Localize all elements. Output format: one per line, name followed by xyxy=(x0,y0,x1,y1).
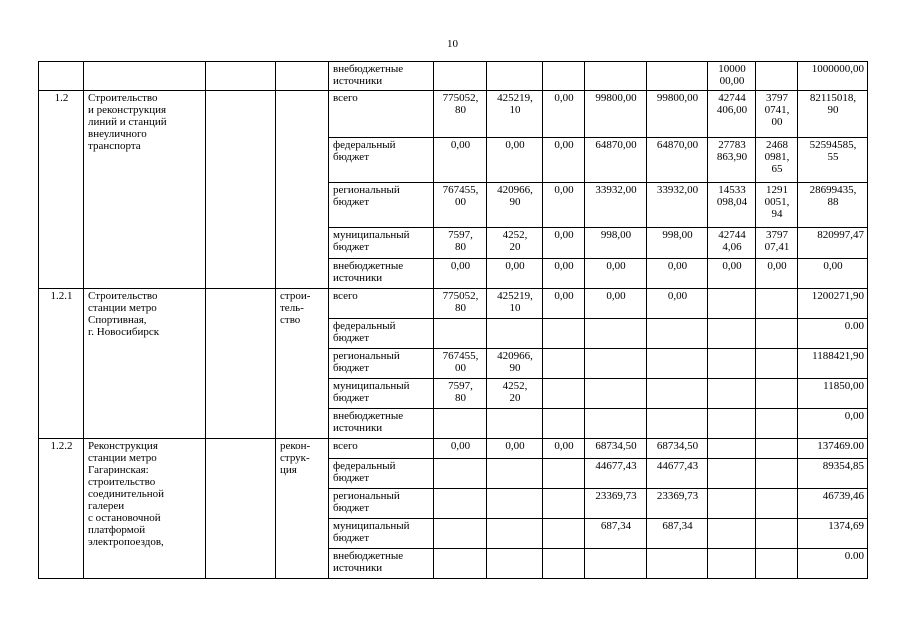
cell-p7 xyxy=(756,319,798,349)
cell-type: строи- тель- ство xyxy=(276,289,329,439)
budget-table xyxy=(38,61,868,579)
cell-p3: 0,00 xyxy=(543,183,585,228)
cell-p1 xyxy=(434,489,487,519)
cell-p5: 0,00 xyxy=(647,289,708,319)
cell-p3 xyxy=(543,549,585,579)
table-row xyxy=(39,439,868,459)
cell-p3: 0,00 xyxy=(543,138,585,183)
cell-p6 xyxy=(708,459,756,489)
cell-p5: 64870,00 xyxy=(647,138,708,183)
cell-total: 0.00 xyxy=(798,319,868,349)
cell-p6: 0,00 xyxy=(708,259,756,289)
cell-source: муниципальный бюджет xyxy=(329,379,434,409)
cell-p3 xyxy=(543,409,585,439)
cell-p6 xyxy=(708,549,756,579)
cell-source: всего xyxy=(329,91,434,138)
cell-name: Реконструкция станции метро Гагаринская: строительство соединительной галереи с остановочной платформой электропоездов, xyxy=(84,439,206,579)
cell-p1: 0,00 xyxy=(434,138,487,183)
cell-p3 xyxy=(543,349,585,379)
cell-p1: 767455, 00 xyxy=(434,183,487,228)
cell-p2: 0,00 xyxy=(487,259,543,289)
cell-p5 xyxy=(647,349,708,379)
cell-blank xyxy=(206,91,276,289)
cell-p4: 99800,00 xyxy=(585,91,647,138)
cell-p7 xyxy=(756,519,798,549)
cell-p5 xyxy=(647,379,708,409)
cell-p3 xyxy=(543,62,585,91)
cell-p7 xyxy=(756,459,798,489)
page-number: 10 xyxy=(447,38,458,50)
cell-p6 xyxy=(708,519,756,549)
cell-p1: 7597, 80 xyxy=(434,228,487,259)
cell-p2 xyxy=(487,62,543,91)
cell-p5: 0,00 xyxy=(647,259,708,289)
cell-source: региональный бюджет xyxy=(329,349,434,379)
cell-total: 28699435, 88 xyxy=(798,183,868,228)
cell-type xyxy=(276,62,329,91)
cell-p4 xyxy=(585,319,647,349)
cell-p1 xyxy=(434,409,487,439)
cell-p2 xyxy=(487,409,543,439)
cell-p6 xyxy=(708,439,756,459)
cell-p4: 33932,00 xyxy=(585,183,647,228)
cell-source: федеральный бюджет xyxy=(329,138,434,183)
cell-source: внебюджетные источники xyxy=(329,62,434,91)
cell-p4 xyxy=(585,409,647,439)
cell-total: 89354,85 xyxy=(798,459,868,489)
cell-p4: 68734,50 xyxy=(585,439,647,459)
cell-source: муниципальный бюджет xyxy=(329,519,434,549)
cell-p1 xyxy=(434,519,487,549)
cell-p7 xyxy=(756,349,798,379)
cell-p3 xyxy=(543,459,585,489)
cell-source: региональный бюджет xyxy=(329,183,434,228)
cell-total: 82115018, 90 xyxy=(798,91,868,138)
cell-total: 1374,69 xyxy=(798,519,868,549)
cell-p7: 1291 0051, 94 xyxy=(756,183,798,228)
cell-p4 xyxy=(585,379,647,409)
cell-p5: 998,00 xyxy=(647,228,708,259)
cell-p6: 42744 4,06 xyxy=(708,228,756,259)
cell-p1 xyxy=(434,62,487,91)
cell-p3: 0,00 xyxy=(543,259,585,289)
cell-p1: 7597, 80 xyxy=(434,379,487,409)
cell-p5: 23369,73 xyxy=(647,489,708,519)
cell-name xyxy=(84,62,206,91)
cell-p7 xyxy=(756,489,798,519)
cell-p7 xyxy=(756,439,798,459)
cell-p4: 64870,00 xyxy=(585,138,647,183)
cell-blank xyxy=(206,439,276,579)
cell-p2: 420966, 90 xyxy=(487,349,543,379)
cell-p5: 687,34 xyxy=(647,519,708,549)
cell-p5: 68734,50 xyxy=(647,439,708,459)
cell-source: федеральный бюджет xyxy=(329,459,434,489)
cell-p5 xyxy=(647,409,708,439)
cell-p7: 2468 0981, 65 xyxy=(756,138,798,183)
cell-p5: 99800,00 xyxy=(647,91,708,138)
cell-p6 xyxy=(708,289,756,319)
cell-type xyxy=(276,91,329,289)
cell-p6: 14533 098,04 xyxy=(708,183,756,228)
cell-p1 xyxy=(434,549,487,579)
cell-p7 xyxy=(756,62,798,91)
cell-num: 1.2 xyxy=(39,91,84,289)
cell-num: 1.2.1 xyxy=(39,289,84,439)
cell-source: внебюджетные источники xyxy=(329,409,434,439)
cell-p2: 0,00 xyxy=(487,138,543,183)
cell-p7 xyxy=(756,409,798,439)
cell-p2: 425219, 10 xyxy=(487,91,543,138)
cell-p4: 0,00 xyxy=(585,259,647,289)
cell-p2 xyxy=(487,459,543,489)
cell-total: 0,00 xyxy=(798,409,868,439)
cell-p3 xyxy=(543,379,585,409)
cell-p6 xyxy=(708,409,756,439)
cell-total: 1000000,00 xyxy=(798,62,868,91)
cell-p7: 0,00 xyxy=(756,259,798,289)
cell-total: 0,00 xyxy=(798,259,868,289)
cell-p3: 0,00 xyxy=(543,439,585,459)
table-row xyxy=(39,91,868,138)
cell-p6 xyxy=(708,489,756,519)
cell-p6: 27783 863,90 xyxy=(708,138,756,183)
cell-p6: 42744 406,00 xyxy=(708,91,756,138)
cell-num: 1.2.2 xyxy=(39,439,84,579)
cell-blank xyxy=(206,289,276,439)
cell-p6: 10000 00,00 xyxy=(708,62,756,91)
cell-p2: 4252, 20 xyxy=(487,228,543,259)
cell-total: 11850,00 xyxy=(798,379,868,409)
cell-p2: 425219, 10 xyxy=(487,289,543,319)
cell-total: 1188421,90 xyxy=(798,349,868,379)
cell-source: федеральный бюджет xyxy=(329,319,434,349)
cell-p1: 0,00 xyxy=(434,439,487,459)
cell-p4: 0,00 xyxy=(585,289,647,319)
cell-total: 0.00 xyxy=(798,549,868,579)
cell-num xyxy=(39,62,84,91)
cell-p5: 44677,43 xyxy=(647,459,708,489)
cell-p5 xyxy=(647,62,708,91)
cell-p7: 3797 07,41 xyxy=(756,228,798,259)
cell-source: муниципальный бюджет xyxy=(329,228,434,259)
cell-name: Строительство и реконструкция линий и станций внеуличного транспорта xyxy=(84,91,206,289)
cell-source: всего xyxy=(329,439,434,459)
cell-p4: 23369,73 xyxy=(585,489,647,519)
cell-total: 820997,47 xyxy=(798,228,868,259)
cell-p2 xyxy=(487,489,543,519)
cell-total: 137469.00 xyxy=(798,439,868,459)
cell-p4 xyxy=(585,62,647,91)
cell-p3: 0,00 xyxy=(543,91,585,138)
table-row xyxy=(39,289,868,319)
cell-p4: 687,34 xyxy=(585,519,647,549)
cell-p5: 33932,00 xyxy=(647,183,708,228)
cell-total: 1200271,90 xyxy=(798,289,868,319)
cell-p6 xyxy=(708,349,756,379)
cell-p1 xyxy=(434,459,487,489)
cell-p3: 0,00 xyxy=(543,289,585,319)
cell-total: 52594585, 55 xyxy=(798,138,868,183)
cell-p5 xyxy=(647,319,708,349)
cell-blank xyxy=(206,62,276,91)
cell-p3 xyxy=(543,489,585,519)
cell-p1 xyxy=(434,319,487,349)
cell-p4 xyxy=(585,549,647,579)
cell-p6 xyxy=(708,379,756,409)
cell-total: 46739,46 xyxy=(798,489,868,519)
cell-p4 xyxy=(585,349,647,379)
cell-source: внебюджетные источники xyxy=(329,259,434,289)
cell-p1: 767455, 00 xyxy=(434,349,487,379)
cell-p7 xyxy=(756,379,798,409)
cell-p2: 0,00 xyxy=(487,439,543,459)
cell-p7 xyxy=(756,549,798,579)
cell-source: всего xyxy=(329,289,434,319)
cell-source: внебюджетные источники xyxy=(329,549,434,579)
cell-source: региональный бюджет xyxy=(329,489,434,519)
cell-p4: 44677,43 xyxy=(585,459,647,489)
table-row xyxy=(39,62,868,91)
cell-p7 xyxy=(756,289,798,319)
cell-p2: 420966, 90 xyxy=(487,183,543,228)
cell-p6 xyxy=(708,319,756,349)
cell-p3: 0,00 xyxy=(543,228,585,259)
cell-type: рекон- струк- ция xyxy=(276,439,329,579)
cell-p2 xyxy=(487,319,543,349)
cell-p3 xyxy=(543,519,585,549)
cell-p2 xyxy=(487,549,543,579)
cell-p1: 0,00 xyxy=(434,259,487,289)
cell-name: Строительство станции метро Спортивная, г. Новосибирск xyxy=(84,289,206,439)
cell-p3 xyxy=(543,319,585,349)
cell-p4: 998,00 xyxy=(585,228,647,259)
cell-p2: 4252, 20 xyxy=(487,379,543,409)
cell-p2 xyxy=(487,519,543,549)
cell-p1: 775052, 80 xyxy=(434,289,487,319)
cell-p5 xyxy=(647,549,708,579)
cell-p1: 775052, 80 xyxy=(434,91,487,138)
cell-p7: 3797 0741, 00 xyxy=(756,91,798,138)
